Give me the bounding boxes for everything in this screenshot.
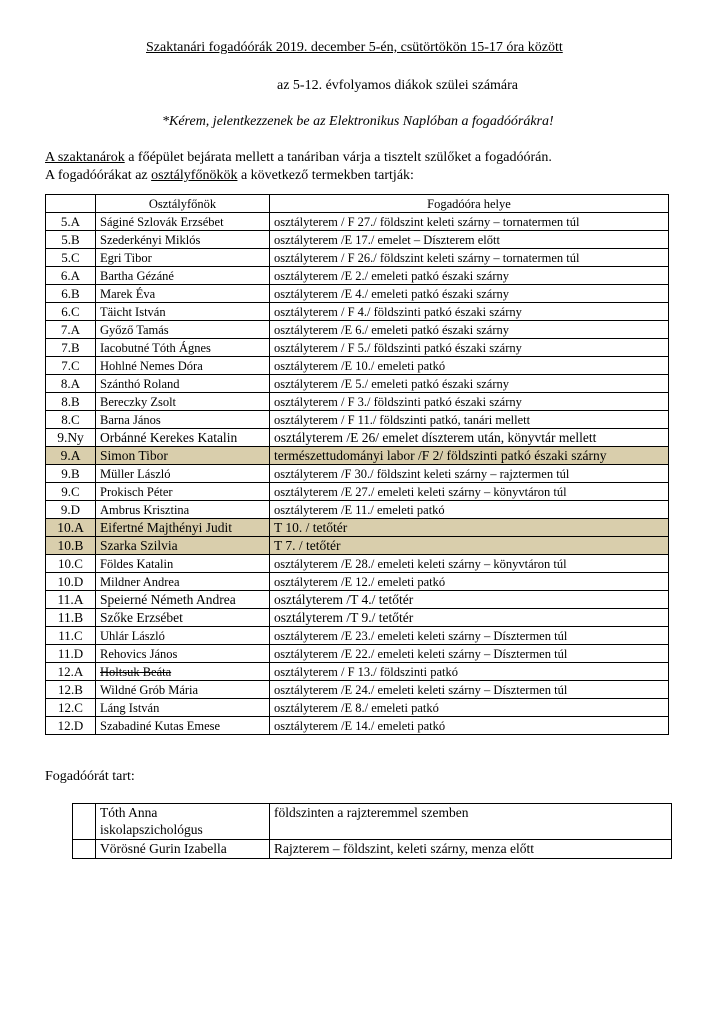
class-text: 6.A: [60, 267, 81, 283]
teacher-name-text: Uhlár László: [100, 628, 165, 643]
teacher-name-cell: [96, 285, 270, 303]
table-row: [46, 627, 669, 645]
location-cell: [270, 573, 669, 591]
class-text: 11.D: [57, 645, 84, 661]
class-text: 9.D: [60, 501, 81, 517]
class-cell: [46, 717, 96, 735]
teacher-name-cell: [96, 537, 270, 555]
location-text: osztályterem / F 13./ földszinti patkó: [274, 664, 458, 679]
teacher-name-cell: [96, 357, 270, 375]
location-text: osztályterem / F 27./ földszint keleti szárny – tornatermen túl: [274, 214, 580, 229]
class-cell: [46, 213, 96, 231]
location-text: osztályterem /E 24./ emeleti keleti szárny – Dísztermen túl: [274, 682, 568, 697]
class-cell: [46, 267, 96, 285]
table-row: [46, 411, 669, 429]
class-cell: [46, 447, 96, 465]
teacher-name-cell: [96, 483, 270, 501]
location-cell: [270, 465, 669, 483]
location-cell: [270, 231, 669, 249]
teacher-name-cell: [96, 231, 270, 249]
header-location: Fogadóóra helye: [270, 195, 669, 213]
class-text: 12.B: [58, 681, 83, 697]
location-text: osztályterem / F 4./ földszinti patkó északi szárny: [274, 304, 522, 319]
extra-section-label: Fogadóórát tart:: [45, 769, 135, 784]
location-text: osztályterem /E 22./ emeleti keleti szárny – Dísztermen túl: [274, 646, 568, 661]
location-cell: [270, 555, 669, 573]
location-text: osztályterem /T 9./ tetőtér: [274, 609, 414, 625]
table-row: [46, 339, 669, 357]
teacher-name-cell: [96, 663, 270, 681]
class-text: 12.C: [58, 699, 83, 715]
class-text: 7.A: [60, 321, 81, 337]
class-text: 6.C: [61, 303, 80, 319]
location-cell: [270, 681, 669, 699]
table-row: [46, 537, 669, 555]
teacher-name-text: Iacobutné Tóth Ágnes: [100, 340, 211, 355]
teacher-name-cell: [96, 699, 270, 717]
teacher-name-cell: [96, 627, 270, 645]
location-cell: [270, 285, 669, 303]
teacher-name-cell: [96, 717, 270, 735]
location-text: osztályterem /E 14./ emeleti patkó: [274, 718, 446, 733]
table-row: [46, 321, 669, 339]
teacher-name-cell: [96, 339, 270, 357]
teacher-name-text: Müller László: [100, 466, 171, 481]
teacher-name-text: Holtsuk Beáta: [100, 664, 172, 679]
teacher-name-text: Szederkényi Miklós: [100, 232, 201, 247]
location-text: osztályterem /E 8./ emeleti patkó: [274, 700, 439, 715]
class-cell: [46, 321, 96, 339]
class-cell: [46, 393, 96, 411]
class-text: 10.B: [57, 537, 84, 553]
location-text: osztályterem /E 6./ emeleti patkó északi szárny: [274, 322, 509, 337]
intro-line-1-text: a főépület bejárata mellett a tanáriban várja a tisztelt szülőket a fogadóórán.: [124, 150, 552, 165]
table-row: [46, 285, 669, 303]
consultant-name: [96, 804, 270, 840]
location-cell: [270, 519, 669, 537]
class-text: 10.A: [57, 519, 84, 535]
class-cell: [46, 285, 96, 303]
teacher-name-cell: [96, 609, 270, 627]
table-row: [46, 519, 669, 537]
location-cell: [270, 249, 669, 267]
location-cell: [270, 213, 669, 231]
location-text: osztályterem /E 10./ emeleti patkó: [274, 358, 446, 373]
teacher-name-text: Mildner Andrea: [100, 574, 180, 589]
location-text: természettudományi labor /F 2/ földszinti patkó északi szárny: [274, 447, 607, 463]
location-cell: [270, 447, 669, 465]
table-row: [46, 501, 669, 519]
location-text: osztályterem /E 5./ emeleti patkó északi szárny: [274, 376, 509, 391]
class-text: 7.C: [61, 357, 80, 373]
consultant-place: földszinten a rajzteremmel szemben: [270, 804, 672, 840]
class-text: 10.D: [57, 573, 84, 589]
class-cell: [46, 465, 96, 483]
location-text: osztályterem /E 2./ emeleti patkó északi szárny: [274, 268, 509, 283]
location-text: osztályterem /E 28./ emeleti keleti szárny – könyvtáron túl: [274, 556, 567, 571]
teacher-name-text: Simon Tibor: [100, 447, 168, 463]
class-cell: [46, 375, 96, 393]
table-row: [46, 699, 669, 717]
teacher-name-cell: [96, 303, 270, 321]
class-text: 5.B: [61, 231, 80, 247]
location-cell: [270, 699, 669, 717]
location-cell: [270, 501, 669, 519]
class-cell: [46, 609, 96, 627]
location-text: T 10. / tetőtér: [274, 519, 348, 535]
class-text: 12.D: [57, 717, 84, 733]
location-text: osztályterem /E 4./ emeleti patkó északi szárny: [274, 286, 509, 301]
location-text: osztályterem / F 3./ földszinti patkó északi szárny: [274, 394, 522, 409]
location-text: osztályterem /F 30./ földszint keleti szárny – rajztermen túl: [274, 466, 570, 481]
teacher-name-cell: [96, 465, 270, 483]
table-row: [46, 231, 669, 249]
teacher-name-cell: [96, 267, 270, 285]
teacher-name-text: Szánthó Roland: [100, 376, 180, 391]
table-row: [46, 357, 669, 375]
consultant-name: Vörösné Gurin Izabella: [96, 840, 270, 859]
table-row: [46, 465, 669, 483]
blank-cell: [73, 804, 96, 840]
class-text: 7.B: [61, 339, 80, 355]
consultant-name-line-1: Tóth Anna: [100, 805, 158, 820]
teacher-name-text: Hohlné Nemes Dóra: [100, 358, 203, 373]
location-cell: [270, 357, 669, 375]
intro-line-2-start: A fogadóórákat az: [45, 168, 152, 183]
registration-note: *Kérem, jelentkezzenek be az Elektronikus Naplóban a fogadóórákra!: [162, 114, 554, 129]
teacher-name-text: Wildné Grób Mária: [100, 682, 199, 697]
class-text: 8.C: [61, 411, 80, 427]
table-row: [46, 249, 669, 267]
intro-homeroom-label: osztályfőnökök: [151, 168, 238, 183]
teacher-name-cell: [96, 393, 270, 411]
class-text: 9.A: [60, 447, 81, 463]
table-header-row: [46, 195, 669, 213]
class-cell: [46, 645, 96, 663]
table-row: [46, 393, 669, 411]
teacher-name-text: Szarka Szilvia: [100, 537, 178, 553]
table-row: [46, 213, 669, 231]
intro-teachers-label: A szaktanárok: [45, 150, 125, 165]
teacher-name-cell: [96, 411, 270, 429]
class-text: 6.B: [61, 285, 80, 301]
table-row: [46, 645, 669, 663]
class-text: 9.C: [61, 483, 80, 499]
class-text: 10.C: [58, 555, 83, 571]
location-text: osztályterem /E 26/ emelet díszterem után, könyvtár mellett: [274, 429, 597, 445]
class-text: 5.A: [60, 213, 81, 229]
location-cell: [270, 429, 669, 447]
page-title: Szaktanári fogadóórák 2019. december 5-én, csütörtökön 15-17 óra között: [146, 40, 563, 55]
location-text: osztályterem /E 27./ emeleti keleti szárny – könyvtáron túl: [274, 484, 567, 499]
location-cell: [270, 591, 669, 609]
class-text: 9.B: [61, 465, 80, 481]
location-text: osztályterem / F 5./ földszinti patkó északi szárny: [274, 340, 522, 355]
location-text: osztályterem /T 4./ tetőtér: [274, 591, 414, 607]
teacher-name-cell: [96, 555, 270, 573]
teacher-name-cell: [96, 501, 270, 519]
class-cell: [46, 699, 96, 717]
teacher-name-cell: [96, 573, 270, 591]
teacher-name-text: Egri Tibor: [100, 250, 152, 265]
location-cell: [270, 537, 669, 555]
class-cell: [46, 249, 96, 267]
teacher-name-text: Orbánné Kerekes Katalin: [100, 429, 238, 445]
location-cell: [270, 303, 669, 321]
teacher-name-text: Rehovics János: [100, 646, 178, 661]
class-cell: [46, 231, 96, 249]
table-row: [46, 717, 669, 735]
teacher-name-text: Győző Tamás: [100, 322, 169, 337]
table-row: [46, 375, 669, 393]
teacher-name-text: Eifertné Majthényi Judit: [100, 519, 232, 535]
class-text: 8.B: [61, 393, 80, 409]
teacher-name-text: Speierné Németh Andrea: [100, 591, 236, 607]
teacher-name-cell: [96, 519, 270, 537]
location-cell: [270, 483, 669, 501]
header-teacher: Osztályfőnök: [96, 195, 270, 213]
table-row: [46, 663, 669, 681]
class-cell: [46, 303, 96, 321]
class-cell: [46, 591, 96, 609]
location-cell: [270, 267, 669, 285]
teacher-name-text: Bereczky Zsolt: [100, 394, 177, 409]
table-row: [73, 840, 672, 859]
location-cell: [270, 393, 669, 411]
table-row: [46, 609, 669, 627]
location-cell: [270, 339, 669, 357]
intro-line-1: [45, 149, 552, 167]
class-cell: [46, 627, 96, 645]
table-row: [46, 483, 669, 501]
location-text: osztályterem /E 23./ emeleti keleti szárny – Dísztermen túl: [274, 628, 568, 643]
class-cell: [46, 429, 96, 447]
class-cell: [46, 357, 96, 375]
teacher-name-text: Ságiné Szlovák Erzsébet: [100, 214, 224, 229]
teacher-name-text: Bartha Gézáné: [100, 268, 174, 283]
class-text: 11.A: [57, 591, 84, 607]
location-cell: [270, 645, 669, 663]
class-text: 12.A: [57, 663, 84, 679]
table-row: [46, 429, 669, 447]
class-text: 11.C: [58, 627, 83, 643]
teacher-name-cell: [96, 429, 270, 447]
table-row: [46, 555, 669, 573]
table-row: [46, 447, 669, 465]
location-text: T 7. / tetőtér: [274, 537, 341, 553]
class-cell: [46, 411, 96, 429]
location-cell: [270, 375, 669, 393]
teacher-name-text: Láng István: [100, 700, 160, 715]
intro-paragraph: [45, 149, 552, 185]
class-text: 11.B: [57, 609, 84, 625]
intro-line-2-end: a következő termekben tartják:: [237, 168, 414, 183]
teacher-name-cell: [96, 375, 270, 393]
location-cell: [270, 411, 669, 429]
teacher-name-cell: [96, 645, 270, 663]
class-cell: [46, 519, 96, 537]
location-cell: [270, 321, 669, 339]
blank-cell: [73, 840, 96, 859]
table-row: [46, 573, 669, 591]
header-class: [46, 195, 96, 213]
location-text: osztályterem /E 17./ emelet – Díszterem előtt: [274, 232, 500, 247]
class-text: 5.C: [61, 249, 80, 265]
location-text: osztályterem / F 11./ földszinti patkó, tanári mellett: [274, 412, 531, 427]
location-text: osztályterem / F 26./ földszint keleti szárny – tornatermen túl: [274, 250, 580, 265]
table-row: [46, 267, 669, 285]
class-cell: [46, 663, 96, 681]
page-subtitle: az 5-12. évfolyamos diákok szülei számára: [277, 78, 519, 93]
consultant-place: Rajzterem – földszint, keleti szárny, menza előtt: [270, 840, 672, 859]
teacher-name-cell: [96, 213, 270, 231]
teacher-name-cell: [96, 591, 270, 609]
teacher-name-text: Földes Katalin: [100, 556, 174, 571]
teacher-name-text: Szőke Erzsébet: [100, 609, 183, 625]
table-row: [73, 804, 672, 840]
class-cell: [46, 483, 96, 501]
class-text: 8.A: [60, 375, 81, 391]
table-row: [46, 681, 669, 699]
location-cell: [270, 627, 669, 645]
teacher-name-text: Marek Éva: [100, 286, 156, 301]
location-cell: [270, 717, 669, 735]
table-row: [46, 303, 669, 321]
class-cell: [46, 537, 96, 555]
location-text: osztályterem /E 11./ emeleti patkó: [274, 502, 445, 517]
teacher-name-text: Täicht István: [100, 304, 166, 319]
class-cell: [46, 555, 96, 573]
location-cell: [270, 663, 669, 681]
class-cell: [46, 573, 96, 591]
intro-line-2: [45, 167, 552, 185]
teacher-name-text: Barna János: [100, 412, 161, 427]
class-cell: [46, 339, 96, 357]
location-cell: [270, 609, 669, 627]
homeroom-teachers-table: [45, 194, 669, 735]
class-text: 9.Ny: [57, 429, 84, 445]
teacher-name-text: Szabadiné Kutas Emese: [100, 718, 221, 733]
table-row: [46, 591, 669, 609]
consultant-role: iskolapszichológus: [100, 822, 203, 837]
teacher-name-cell: [96, 249, 270, 267]
other-consultations-table: [72, 803, 672, 859]
location-text: osztályterem /E 12./ emeleti patkó: [274, 574, 446, 589]
teacher-name-text: Ambrus Krisztina: [100, 502, 190, 517]
teacher-name-cell: [96, 447, 270, 465]
class-cell: [46, 681, 96, 699]
teacher-name-cell: [96, 321, 270, 339]
teacher-name-cell: [96, 681, 270, 699]
class-cell: [46, 501, 96, 519]
teacher-name-text: Prokisch Péter: [100, 484, 173, 499]
